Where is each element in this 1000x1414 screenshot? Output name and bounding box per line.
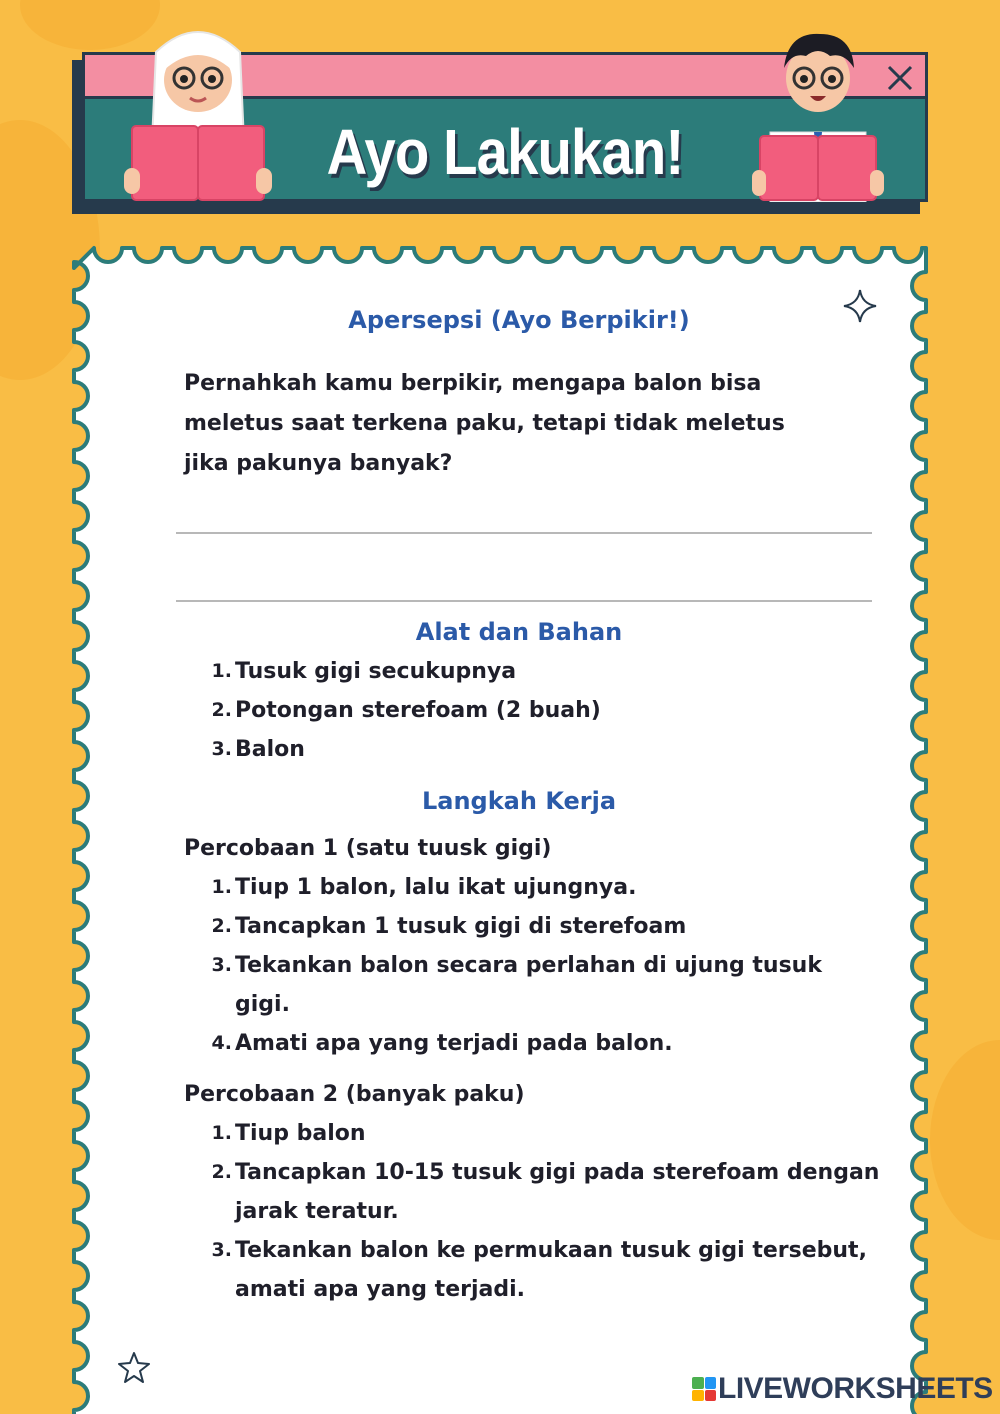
boy-reading-illustration [748,22,888,202]
worksheet-content [184,304,884,1309]
list-item: 2. Tancapkan 10-15 tusuk gigi pada sterefoam dengan jarak teratur. [211,1160,880,1224]
percobaan1-title: Percobaan 1 (satu tuusk gigi) [184,836,552,861]
list-item: 1. Tusuk gigi secukupnya [211,659,517,684]
question-line: jika pakunya banyak? [184,451,453,476]
apersepsi-title: Apersepsi (Ayo Berpikir!) [348,306,690,334]
answer-line[interactable] [176,600,872,602]
liveworksheets-icon [692,1377,716,1401]
close-icon [883,61,917,95]
list-item: 2. Tancapkan 1 tusuk gigi di sterefoam [211,914,687,939]
percobaan2-steps [210,1114,884,1309]
liveworksheets-brand: LIVEWORKSHEETS [718,1372,993,1405]
star-icon [116,1350,152,1386]
list-item: 2. Potongan sterefoam (2 buah) [211,698,601,723]
list-item: 3. Balon [211,737,305,762]
list-item: 1. Tiup 1 balon, lalu ikat ujungnya. [211,875,637,900]
page-title: Ayo Lakukan! [326,116,684,188]
apersepsi-question [184,364,884,484]
list-item: 3. Tekankan balon ke permukaan tusuk gigi tersebut, amati apa yang terjadi. [211,1238,867,1302]
percobaan1-steps [210,868,884,1063]
liveworksheets-logo[interactable] [692,1372,993,1406]
alat-bahan-list [210,652,884,769]
answer-line[interactable] [176,532,872,534]
list-item: 4. Amati apa yang terjadi pada balon. [211,1031,673,1056]
list-item: 1. Tiup balon [211,1121,366,1146]
percobaan2-title: Percobaan 2 (banyak paku) [184,1082,525,1107]
question-line: Pernahkah kamu berpikir, mengapa balon bisa [184,371,762,396]
background-blob [930,1040,1000,1240]
alat-bahan-title: Alat dan Bahan [415,618,623,646]
girl-reading-illustration [118,22,278,202]
langkah-kerja-title: Langkah Kerja [421,787,617,815]
list-item: 3. Tekankan balon secara perlahan di ujung tusuk gigi. [211,953,822,1017]
question-line: meletus saat terkena paku, tetapi tidak meletus [184,411,785,436]
